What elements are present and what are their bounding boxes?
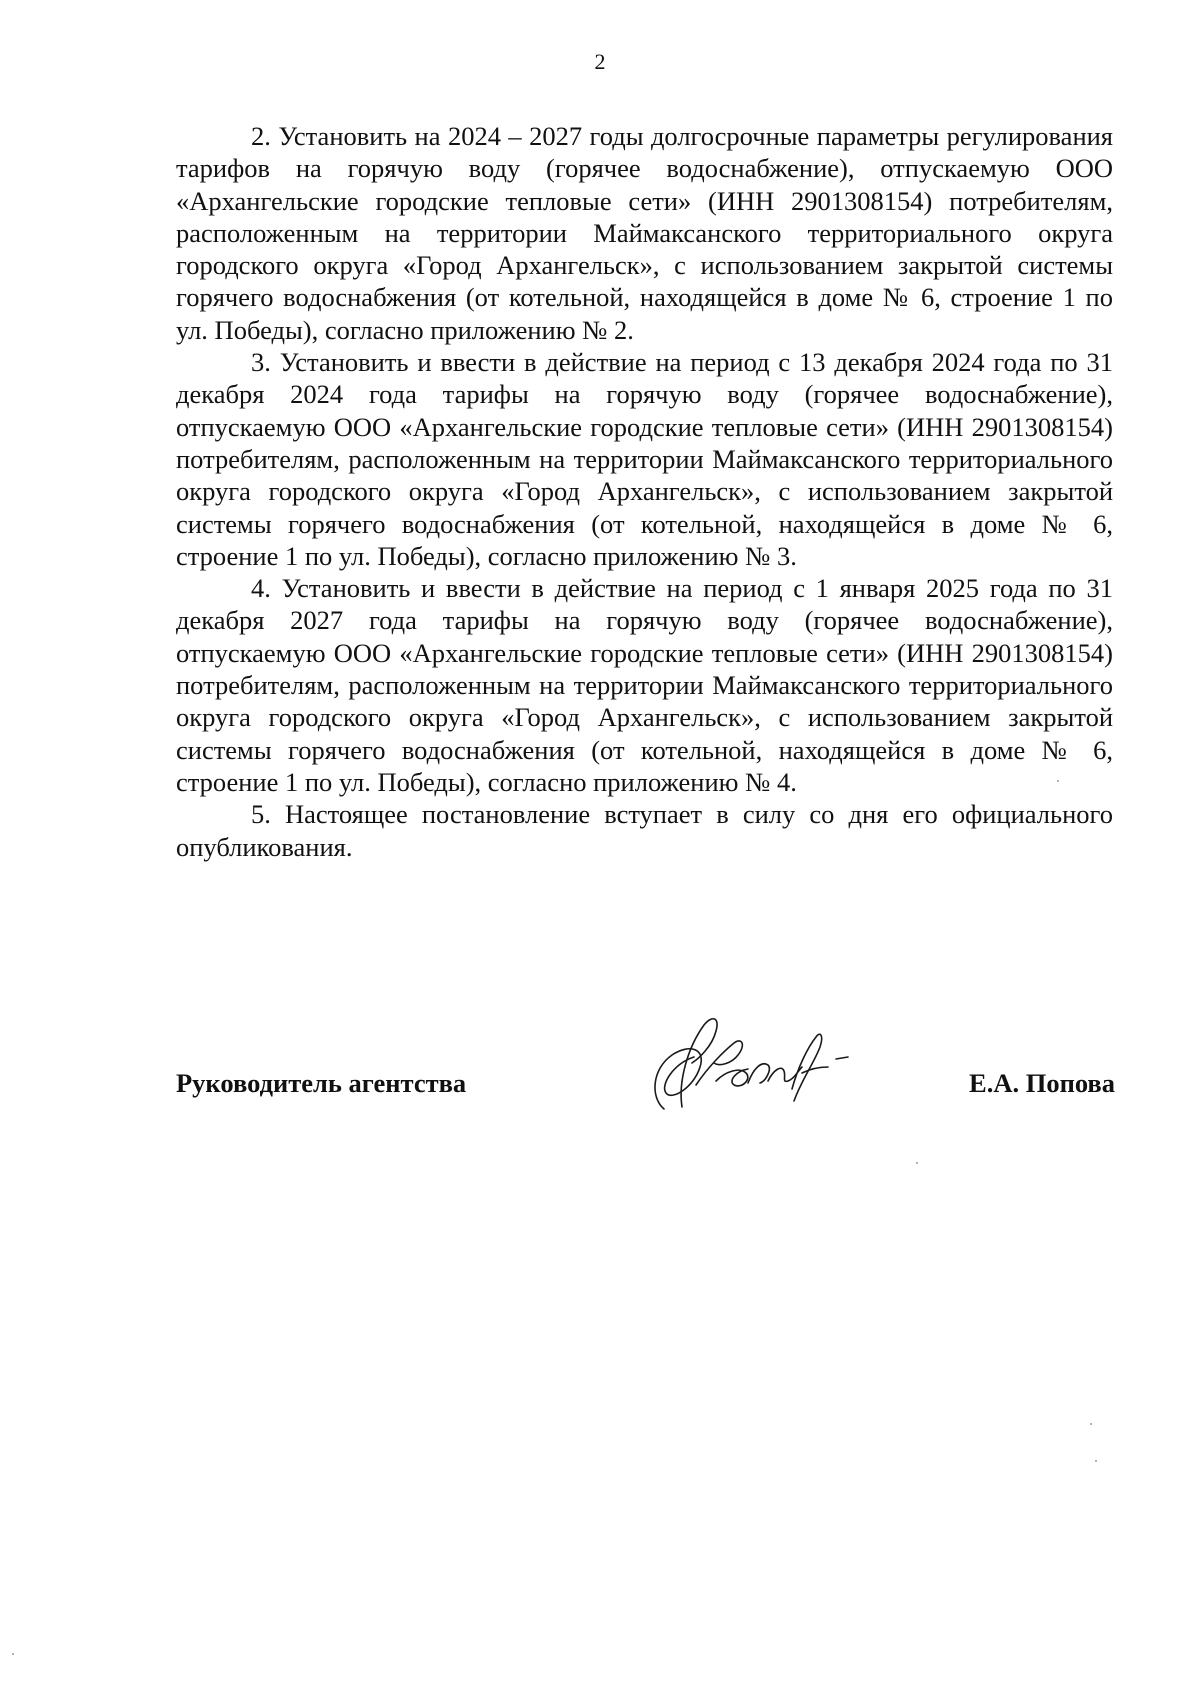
scan-speck	[1057, 780, 1059, 782]
paragraph-4: 4. Установить и ввести в действие на период с 1 января 2025 года по 31 декабря 2027 года тарифы на горячую воду (горячее водоснабжение), отпускаемую ООО «Архангельские городские тепловые сети» (ИНН 2901308154) потребителям, расположенным на территории Маймаксанского территориального округа городского округа «Город Архангельск», с использованием закрытой системы горячего водоснабжения (от котельной, находящейся в доме № 6, строение 1 по ул. Победы), согласно приложению № 4.	[176, 573, 1113, 797]
paragraph-2: 2. Установить на 2024 – 2027 годы долгосрочные параметры регулирования тарифов на горячую воду (горячее водоснабжение), отпускаемую ООО «Архангельские городские тепловые сети» (ИНН 2901308154) потребителям, расположенным на территории Маймаксанского территориального округа городского округа «Город Архангельск», с использованием закрытой системы горячего водоснабжения (от котельной, находящейся в доме № 6, строение 1 по ул. Победы), согласно приложению № 2.	[176, 121, 1113, 345]
page-number: 2	[594, 49, 606, 74]
scan-speck	[1095, 1460, 1097, 1462]
handwritten-signature	[642, 997, 862, 1117]
scan-speck	[916, 1162, 918, 1164]
document-body	[176, 120, 1113, 863]
scan-speck	[12, 1653, 14, 1655]
signature-block	[176, 1055, 1115, 1175]
signatory-name: Е.А. Попова	[969, 1068, 1115, 1098]
signatory-title: Руководитель агентства	[176, 1068, 467, 1098]
scan-speck	[1090, 1423, 1092, 1425]
paragraph-5: 5. Настоящее постановление вступает в силу со дня его официального опубликования.	[176, 799, 1113, 862]
paragraph-3: 3. Установить и ввести в действие на период с 13 декабря 2024 года по 31 декабря 2024 года тарифы на горячую воду (горячее водоснабжение), отпускаемую ООО «Архангельские городские тепловые сети» (ИНН 2901308154) потребителям, расположенным на территории Маймаксанского территориального округа городского округа «Город Архангельск», с использованием закрытой системы горячего водоснабжения (от котельной, находящейся в доме № 6, строение 1 по ул. Победы), согласно приложению № 3.	[176, 347, 1113, 571]
